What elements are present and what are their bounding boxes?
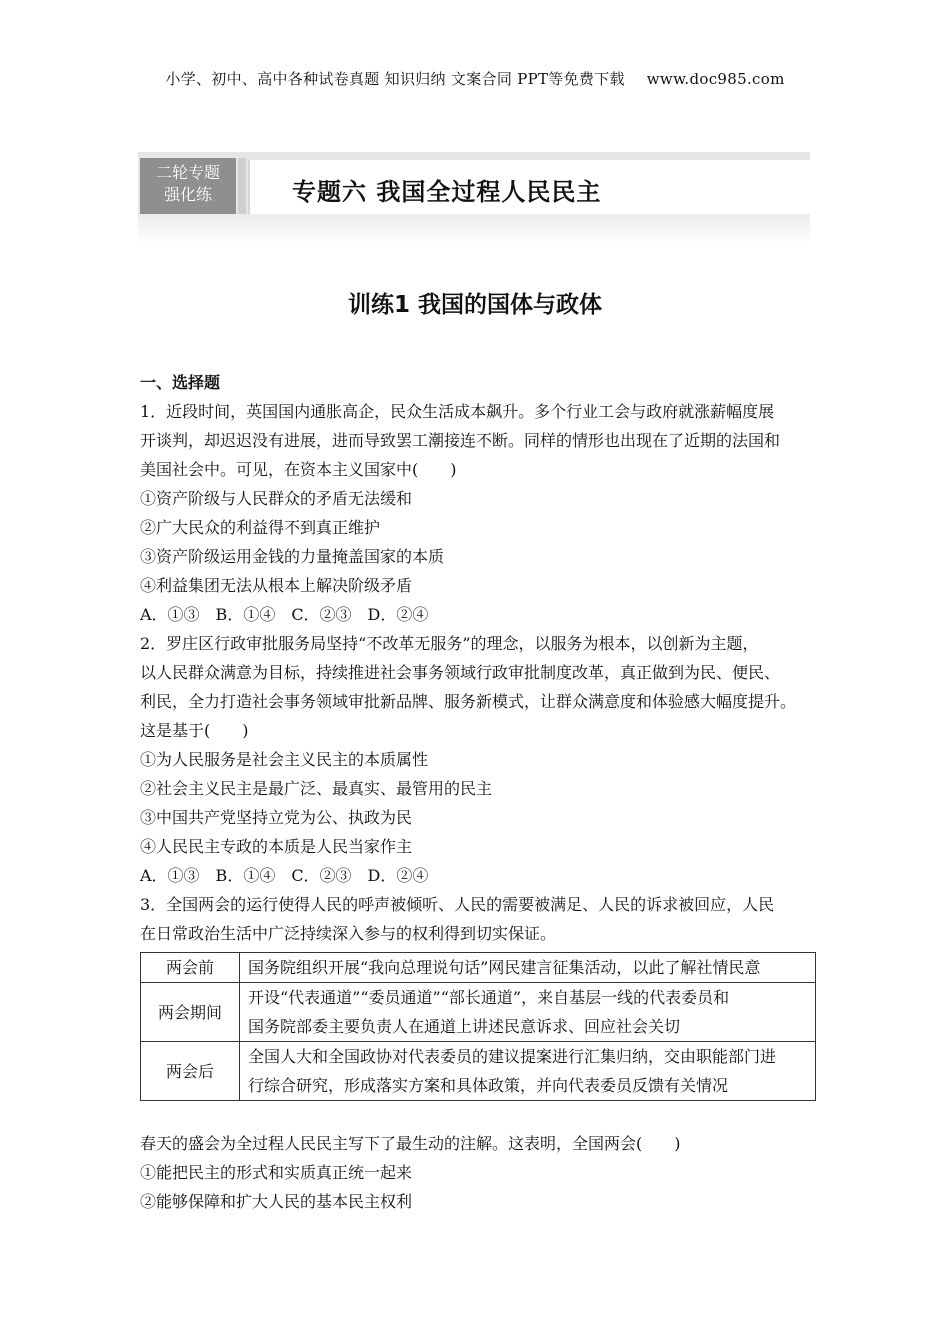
q3-option: ②能够保障和扩大人民的基本民主权利: [140, 1192, 413, 1211]
table-cell-line: 行综合研究，形成落实方案和具体政策，并向代表委员反馈有关情况: [248, 1076, 729, 1095]
question-content: [140, 368, 820, 1216]
page-header: [0, 68, 950, 89]
q1-option: ②广大民众的利益得不到真正维护: [140, 518, 381, 537]
section-heading: 一、选择题: [140, 373, 221, 392]
table-row: [141, 983, 816, 1042]
q3-stem-line: 3．全国两会的运行使得人民的呼声被倾听、人民的需要被满足、人民的诉求被回应，人民: [140, 895, 775, 914]
two-sessions-table: [140, 952, 816, 1101]
banner-tag: [140, 158, 236, 214]
q2-option: ③中国共产党坚持立党为公、执政为民: [140, 808, 413, 827]
q2-stem-line: 这是基于( ): [140, 721, 249, 740]
table-cell-line: 国务院组织开展“我向总理说句话”网民建言征集活动，以此了解社情民意: [248, 958, 761, 977]
q1-option: ④利益集团无法从根本上解决阶级矛盾: [140, 576, 413, 595]
table-cell-line: 全国人大和全国政协对代表委员的建议提案进行汇集归纳，交由职能部门进: [248, 1047, 777, 1066]
q1-stem-line: 1．近段时间，英国国内通胀高企，民众生活成本飙升。多个行业工会与政府就涨薪幅度展: [140, 402, 775, 421]
question-2: [140, 629, 820, 890]
q1-option: ①资产阶级与人民群众的矛盾无法缓和: [140, 489, 413, 508]
table-cell: [240, 953, 816, 983]
header-site-link[interactable]: www.doc985.com: [646, 70, 785, 88]
table-row: [141, 953, 816, 983]
q1-stem-line: 美国社会中。可见，在资本主义国家中( ): [140, 460, 457, 479]
table-cell-line: 国务院部委主要负责人在通道上讲述民意诉求、回应社会关切: [248, 1017, 681, 1036]
q2-stem-line: 以人民群众满意为目标，持续推进社会事务领域行政审批制度改革，真正做到为民、便民、: [140, 663, 781, 682]
table-row: [141, 1042, 816, 1101]
q2-option: ①为人民服务是社会主义民主的本质属性: [140, 750, 429, 769]
question-3: [140, 890, 820, 1216]
table-cell-line: 开设“代表通道”“委员通道”“部长通道”，来自基层一线的代表委员和: [248, 988, 730, 1007]
q2-stem-line: 2．罗庄区行政审批服务局坚持“不改革无服务”的理念，以服务为根本，以创新为主题，: [140, 634, 759, 653]
table-cell: [240, 1042, 816, 1101]
q3-option: ①能把民主的形式和实质真正统一起来: [140, 1163, 413, 1182]
table-row-label: 两会后: [141, 1042, 240, 1101]
table-row-label: 两会期间: [141, 983, 240, 1042]
q3-stem-line: 在日常政治生活中广泛持续深入参与的权利得到切实保证。: [140, 924, 557, 943]
banner-shadow: [138, 214, 810, 244]
q2-stem-line: 利民，全力打造社会事务领域审批新品牌、服务新模式，让群众满意度和体验感大幅度提升。: [140, 692, 797, 711]
header-promo-text: 小学、初中、高中各种试卷真题 知识归纳 文案合同 PPT等免费下载: [165, 70, 625, 88]
q1-option: ③资产阶级运用金钱的力量掩盖国家的本质: [140, 547, 445, 566]
topic-title: 专题六 我国全过程人民民主: [292, 178, 602, 206]
lesson-title: 训练1 我国的国体与政体: [347, 292, 602, 318]
table-row-label: 两会前: [141, 953, 240, 983]
table-cell: [240, 983, 816, 1042]
banner-tag-line2: 强化练: [163, 185, 212, 204]
q2-option: ④人民民主专政的本质是人民当家作主: [140, 837, 413, 856]
q2-answer-choices: A．①③ B．①④ C．②③ D．②④: [140, 866, 429, 885]
q1-answer-choices: A．①③ B．①④ C．②③ D．②④: [140, 605, 429, 624]
question-1: [140, 397, 820, 629]
q1-stem-line: 开谈判，却迟迟没有进展，进而导致罢工潮接连不断。同样的情形也出现在了近期的法国和: [140, 431, 781, 450]
q2-option: ②社会主义民主是最广泛、最真实、最管用的民主: [140, 779, 493, 798]
banner-divider: [238, 158, 246, 214]
banner-tag-line1: 二轮专题: [155, 163, 220, 182]
q3-question-line: 春天的盛会为全过程人民民主写下了最生动的注解。这表明，全国两会( ): [140, 1134, 681, 1153]
